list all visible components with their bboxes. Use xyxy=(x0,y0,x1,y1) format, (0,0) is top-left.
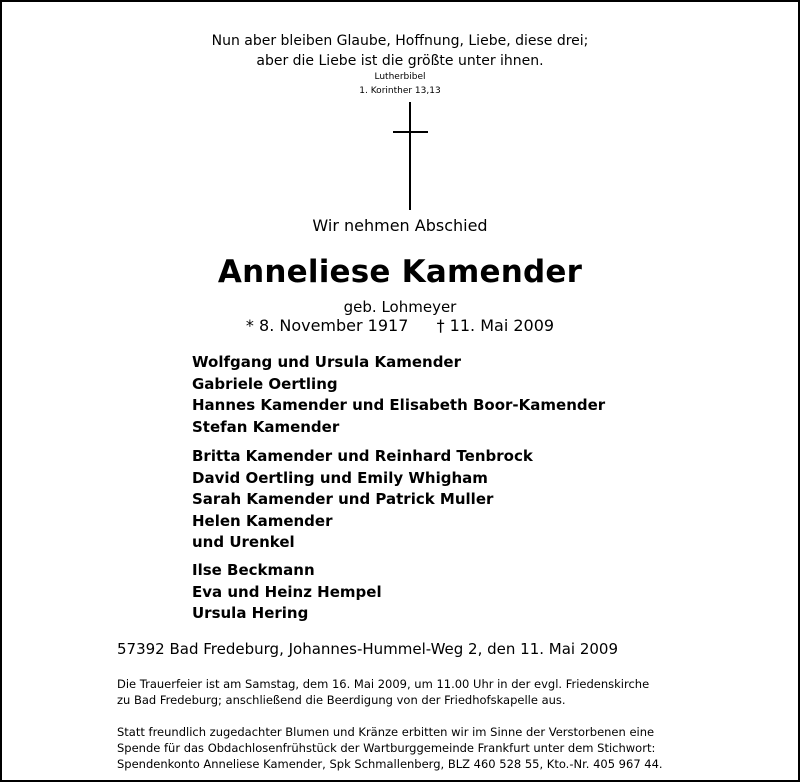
birth-name: geb. Lohmeyer xyxy=(343,298,457,316)
mourner-group-2 xyxy=(192,446,533,554)
verse-line-2: aber die Liebe ist die größte unter ihnen. xyxy=(256,53,544,69)
funeral-info-line-2: zu Bad Fredeburg; anschließend die Beerdigung von der Friedhofskapelle aus. xyxy=(117,693,566,707)
verse-source-reference: 1. Korinther 13,13 xyxy=(359,86,441,96)
mourner: Gabriele Oertling xyxy=(192,374,338,393)
farewell-heading: Wir nehmen Abschied xyxy=(312,216,488,235)
mourner: Hannes Kamender und Elisabeth Boor-Kamender xyxy=(192,396,606,414)
mourner: Ursula Hering xyxy=(192,604,309,622)
verse-line-1: Nun aber bleiben Glaube, Hoffnung, Liebe, diese drei; xyxy=(211,33,589,49)
address-date-line: 57392 Bad Fredeburg, Johannes-Hummel-Weg 2, den 11. Mai 2009 xyxy=(117,640,619,658)
mourner: Eva und Heinz Hempel xyxy=(192,582,382,601)
donation-info-line-3: Spendenkonto Anneliese Kamender, Spk Schmallenberg, BLZ 460 528 55, Kto.-Nr. 405 967 44. xyxy=(117,757,663,771)
mourner: Stefan Kamender xyxy=(192,417,340,436)
mourner: Helen Kamender xyxy=(192,511,333,530)
mourner: Britta Kamender und Reinhard Tenbrock xyxy=(192,447,533,465)
mourner-group-1 xyxy=(192,352,605,438)
mourner-group-3 xyxy=(192,560,382,625)
life-dates xyxy=(2,316,798,335)
verse-source-bible: Lutherbibel xyxy=(374,72,426,82)
death-date: † 11. Mai 2009 xyxy=(436,316,555,335)
mourner: Ilse Beckmann xyxy=(192,561,315,579)
mourner: Wolfgang und Ursula Kamender xyxy=(192,353,462,371)
cross-icon xyxy=(409,102,411,210)
mourner: David Oertling und Emily Whigham xyxy=(192,468,488,487)
mourner: und Urenkel xyxy=(192,533,295,551)
deceased-name: Anneliese Kamender xyxy=(217,254,583,290)
birth-date: * 8. November 1917 xyxy=(245,316,409,335)
cross-icon-bar xyxy=(393,131,428,133)
funeral-info-line-1: Die Trauerfeier ist am Samstag, dem 16. Mai 2009, um 11.00 Uhr in der evgl. Friedenskirche xyxy=(117,677,650,691)
donation-info-line-1: Statt freundlich zugedachter Blumen und Kränze erbitten wir im Sinne der Verstorbenen eine xyxy=(117,725,655,739)
mourner: Sarah Kamender und Patrick Muller xyxy=(192,490,494,508)
donation-info-line-2: Spende für das Obdachlosenfrühstück der Wartburggemeinde Frankfurt unter dem Stichwort: xyxy=(117,741,656,755)
